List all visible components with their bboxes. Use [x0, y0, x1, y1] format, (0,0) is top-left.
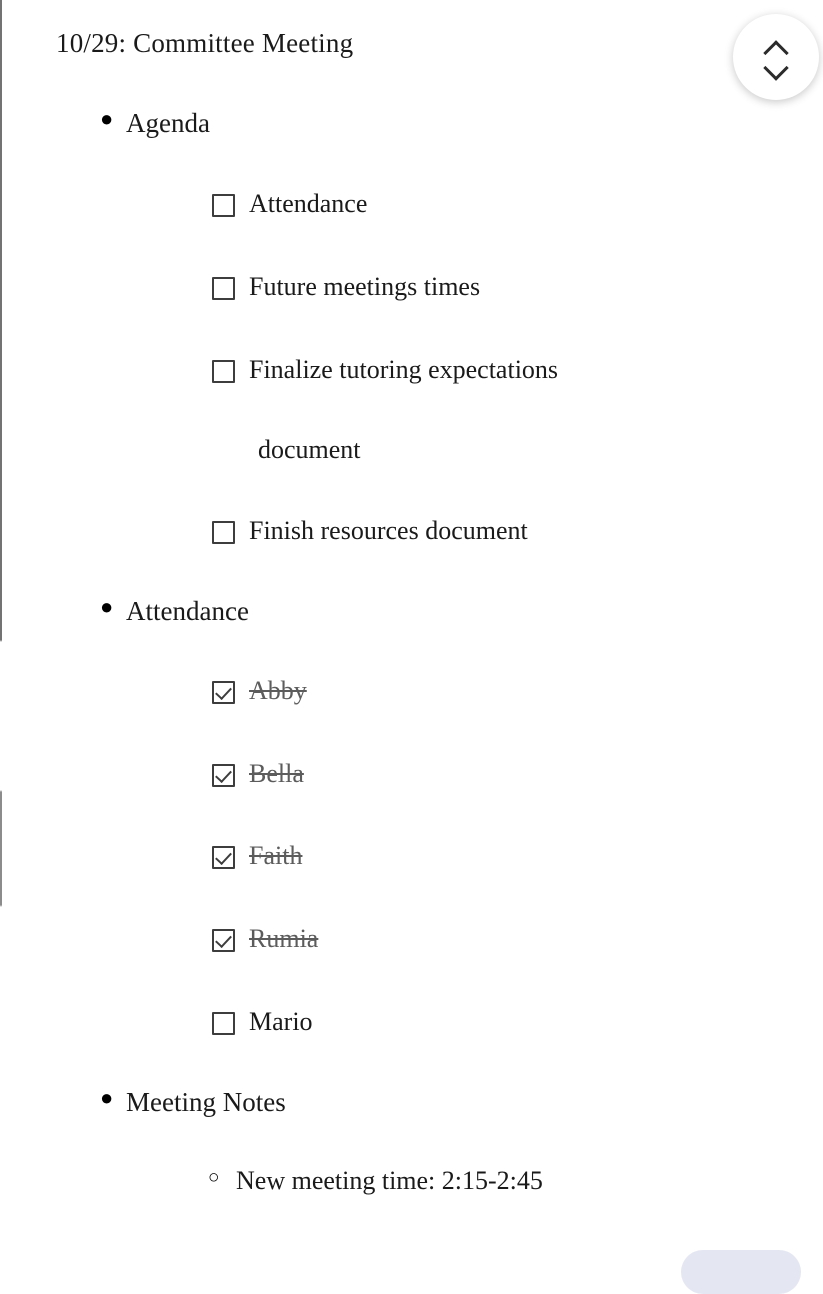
checklist-label: Mario — [249, 1007, 313, 1036]
page-left-edge — [0, 0, 2, 1280]
bullet-icon: ● — [100, 594, 114, 619]
checklist-item[interactable] — [212, 840, 302, 871]
list-item-label: Agenda — [126, 108, 210, 138]
bullet-icon: ● — [100, 1085, 114, 1110]
sub-list-item[interactable] — [208, 1165, 543, 1196]
checklist-item[interactable] — [212, 1006, 313, 1037]
checklist-item[interactable] — [212, 758, 304, 789]
checkbox-checked-icon[interactable] — [212, 929, 235, 952]
checklist-label: Abby — [249, 676, 307, 705]
checkbox-unchecked-icon[interactable] — [212, 360, 235, 383]
list-item-meeting-notes[interactable] — [100, 1087, 286, 1118]
checkbox-unchecked-icon[interactable] — [212, 521, 235, 544]
checkbox-unchecked-icon[interactable] — [212, 194, 235, 217]
checklist-label: Faith — [249, 841, 303, 870]
checklist-item[interactable] — [212, 515, 528, 546]
bottom-floating-pill[interactable] — [681, 1250, 801, 1294]
checkbox-unchecked-icon[interactable] — [212, 277, 235, 300]
checklist-label: Finalize tutoring expectations — [249, 355, 559, 384]
list-item-label: Meeting Notes — [126, 1087, 286, 1117]
checklist-item[interactable] — [212, 188, 367, 219]
sub-list-label: New meeting time: 2:15-2:45 — [236, 1166, 543, 1195]
checklist-item[interactable] — [212, 271, 480, 302]
bullet-icon: ● — [100, 106, 114, 131]
list-item-attendance[interactable] — [100, 596, 249, 627]
list-item-label: Attendance — [126, 596, 249, 626]
page-title: 10/29: Committee Meeting — [56, 28, 354, 58]
checkbox-checked-icon[interactable] — [212, 846, 235, 869]
list-item-agenda[interactable] — [100, 108, 210, 139]
checklist-label: Attendance — [249, 189, 368, 218]
checklist-item[interactable] — [212, 923, 318, 954]
checkbox-unchecked-icon[interactable] — [212, 1012, 235, 1035]
checklist-label: Rumia — [249, 924, 319, 953]
checkbox-checked-icon[interactable] — [212, 681, 235, 704]
chevron-down-icon[interactable] — [763, 62, 789, 75]
checklist-label-wrap: document — [258, 435, 361, 464]
checklist-label: Future meetings times — [249, 272, 481, 301]
scroll-fab-button[interactable] — [733, 14, 819, 100]
checklist-item[interactable] — [212, 354, 558, 385]
hollow-bullet-icon: ○ — [208, 1167, 220, 1188]
checklist-item[interactable] — [212, 675, 307, 706]
checklist-label: Finish resources document — [249, 516, 528, 545]
chevron-up-icon[interactable] — [763, 40, 789, 53]
checkbox-checked-icon[interactable] — [212, 764, 235, 787]
checklist-label: Bella — [249, 759, 304, 788]
